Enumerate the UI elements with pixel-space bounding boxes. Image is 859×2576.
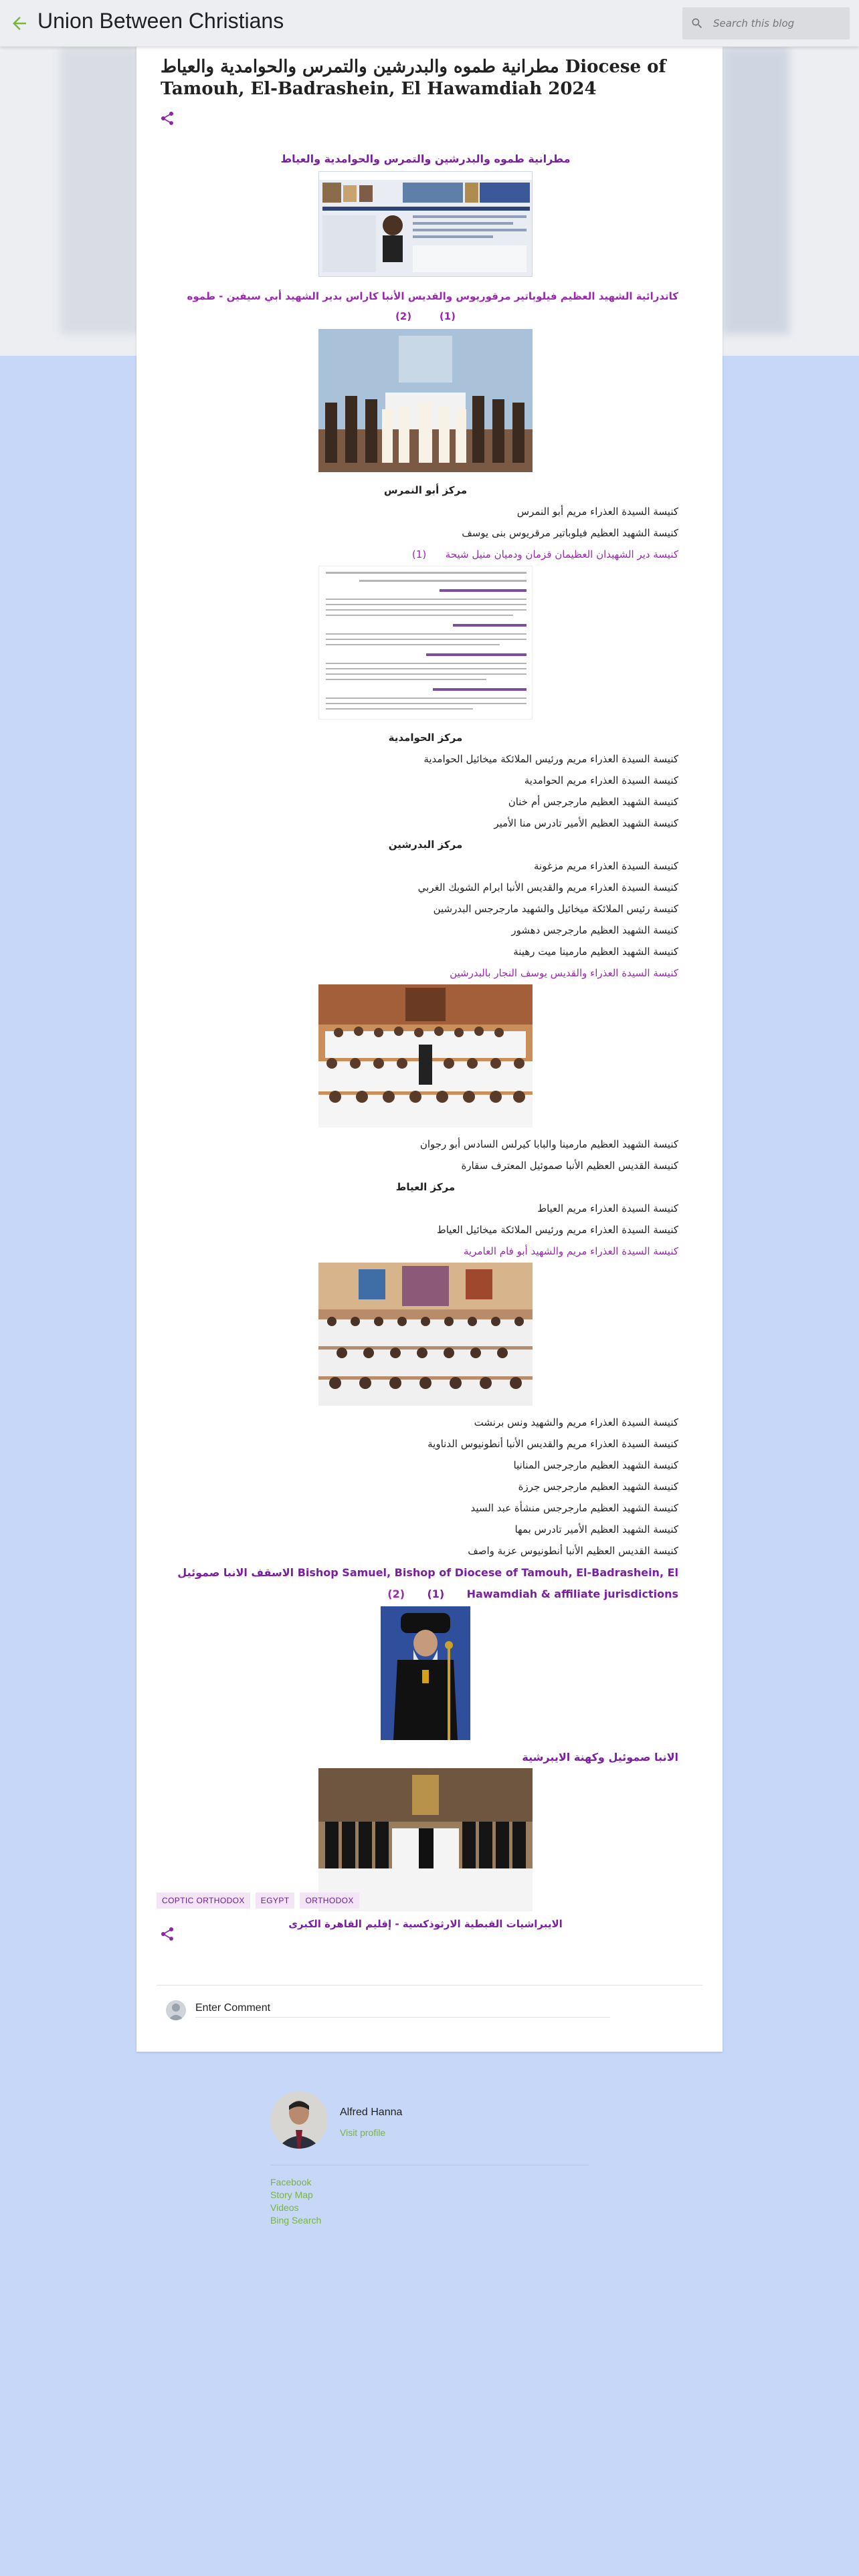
post-body	[173, 47, 678, 2052]
bishop-link-2[interactable]: (2)	[387, 1588, 405, 1600]
center-ayat-title: مركز العياط	[395, 1181, 456, 1193]
commenter-avatar	[166, 2000, 186, 2020]
church-line: كنيسة القديس العظيم الأنبا أنطونيوس عزبة واصف	[468, 1545, 678, 1557]
comment-input[interactable]: Enter Comment	[195, 2002, 271, 2014]
site-title[interactable]: Union Between Christians	[37, 9, 284, 33]
church-line: كنيسة السيدة العذراء مريم والقديس الأنبا ابرام الشوبك الغربي	[417, 881, 678, 893]
church-line: كنيسة السيدة العذراء مريم العياط	[537, 1202, 678, 1214]
church-line: كنيسة الشهيد العظيم الأمير تادرس بمها	[514, 1523, 678, 1535]
ayat-group-photo[interactable]	[318, 1263, 533, 1406]
share-icon[interactable]	[159, 1926, 175, 1942]
church-line: كنيسة السيدة العذراء مريم ورئيس الملائكة ميخائيل العياط	[436, 1224, 678, 1236]
post-title: مطرانية طموه والبدرشين والتمرس والحوامدية والعياط Diocese of Tamouh, El-Badrashein, El Hawamdiah 2024	[161, 57, 666, 99]
sidebar-link-facebook[interactable]: Facebook	[270, 2177, 312, 2187]
label-orthodox[interactable]: ORTHODOX	[300, 1893, 359, 1909]
badrashein-group-photo[interactable]	[318, 984, 533, 1128]
bishop-link-line-1[interactable]: الاسقف الانبا صموئيل Bishop Samuel, Bishop of Diocese of Tamouh, El-Badrashein, El	[177, 1566, 678, 1579]
top-bar	[0, 0, 859, 47]
ayat-church-link[interactable]: كنيسة السيدة العذراء مريم والشهيد أبو فام العامرية	[463, 1245, 678, 1257]
dioceses-link[interactable]: الايبراشيات القبطية الارثوذكسية - إقليم القاهرة الكبرى	[288, 1918, 563, 1930]
sidebar-link-story-map[interactable]: Story Map	[270, 2189, 313, 2200]
church-line: كنيسة رئيس الملائكة ميخائيل والشهيد مارجرجس البدرشين	[433, 903, 678, 915]
church-line: كنيسة السيدة العذراء مريم والقديس الأنبا أنطونيوس الدناوية	[427, 1438, 678, 1450]
church-line: كنيسة السيدة العذراء مريم والشهيد ونس برنشت	[474, 1416, 678, 1428]
church-document-image[interactable]	[318, 566, 533, 720]
diocese-website-screenshot[interactable]	[318, 171, 533, 277]
search-icon[interactable]	[690, 17, 704, 30]
church-line: كنيسة الشهيد العظيم مارمينا والبابا كيرلس السادس أبو رجوان	[419, 1138, 678, 1150]
church-line: كنيسة الشهيد العظيم الأمير تادرس منا الأمير	[494, 817, 678, 829]
church-line: كنيسة الشهيد العظيم مارجرجس منشأة عبد السيد	[470, 1502, 678, 1514]
church-line: كنيسة القديس العظيم الأنبا صموئيل المعترف سقارة	[461, 1160, 678, 1172]
header-blur-right	[723, 47, 789, 334]
search-box[interactable]	[682, 7, 850, 39]
center-abu-tamrus-title: مركز أبو النمرس	[383, 484, 468, 496]
church-line: كنيسة الشهيد العظيم فيلوباتير مرقريوس بنى يوسف	[462, 527, 678, 539]
bishop-link-line-2[interactable]: Hawamdiah & affiliate jurisdictions	[466, 1588, 678, 1600]
church-line: كنيسة الشهيد العظيم مارجرجس أم خنان	[508, 796, 678, 808]
comment-underline	[195, 2017, 610, 2018]
search-input[interactable]	[712, 14, 843, 33]
cathedral-link[interactable]: كاتدرائية الشهيد العظيم فيلوباتير مرقوريوس والقديس الأنبا كاراس بدير الشهيد أبي سيفين - طموه	[187, 290, 678, 302]
church-line: كنيسة السيدة العذراء مريم أبو النمرس	[516, 506, 678, 518]
cathedral-link-2[interactable]: (2)	[395, 310, 412, 322]
back-arrow-icon[interactable]	[9, 13, 29, 33]
center-hawamdiya-title: مركز الحوامدية	[388, 732, 463, 744]
church-line: كنيسة الشهيد العظيم مارجرجس دهشور	[511, 924, 678, 936]
monastery-link-num[interactable]: (1)	[411, 548, 427, 560]
post-heading: مطرانية طموه والبدرشين والتمرس والحوامدية والعياط	[280, 152, 571, 165]
cathedral-links-row	[173, 310, 678, 322]
sidebar-links	[270, 2176, 321, 2227]
church-line: كنيسة الشهيد العظيم مارمينا ميت رهينة	[513, 946, 678, 958]
church-line: كنيسة السيدة العذراء مريم ورئيس الملائكة ميخائيل الحوامدية	[423, 753, 678, 765]
church-line: كنيسة الشهيد العظيم مارجرجس جرزة	[518, 1481, 678, 1493]
profile-avatar[interactable]	[270, 2091, 328, 2149]
visit-profile-link[interactable]: Visit profile	[340, 2127, 386, 2138]
profile-name: Alfred Hanna	[340, 2107, 403, 2118]
sidebar-link-bing-search[interactable]: Bing Search	[270, 2215, 322, 2226]
monastery-link-row	[173, 548, 678, 560]
church-line: كنيسة السيدة العذراء مريم مزغونة	[534, 860, 678, 872]
clergy-photo[interactable]	[318, 1768, 533, 1911]
post-card	[136, 47, 723, 2052]
sidebar-link-videos[interactable]: Videos	[270, 2202, 299, 2213]
post-labels	[157, 1893, 365, 1909]
bishop-link-1[interactable]: (1)	[427, 1588, 445, 1600]
church-line: كنيسة السيدة العذراء مريم الحوامدية	[524, 774, 678, 786]
church-line: كنيسة الشهيد العظيم مارجرجس المنانيا	[513, 1459, 678, 1471]
header-blur-left	[60, 47, 140, 334]
cathedral-link-1[interactable]: (1)	[439, 310, 456, 322]
cathedral-photo[interactable]	[318, 329, 533, 472]
bishop-clergy-link[interactable]: الانبا صموئيل وكهنة الايبرشية	[522, 1751, 678, 1763]
label-coptic-orthodox[interactable]: COPTIC ORTHODOX	[157, 1893, 250, 1909]
center-badrashein-title: مركز البدرشين	[388, 839, 463, 851]
badrashein-church-link[interactable]: كنيسة السيدة العذراء والقديس يوسف النجار بالبدرشين	[450, 967, 678, 979]
bishop-link-row	[173, 1588, 678, 1600]
bishop-portrait[interactable]	[381, 1606, 470, 1740]
monastery-link[interactable]: كنيسة دير الشهيدان العظيمان قزمان ودميان منيل شيحة	[445, 548, 678, 560]
label-egypt[interactable]: EGYPT	[256, 1893, 295, 1909]
